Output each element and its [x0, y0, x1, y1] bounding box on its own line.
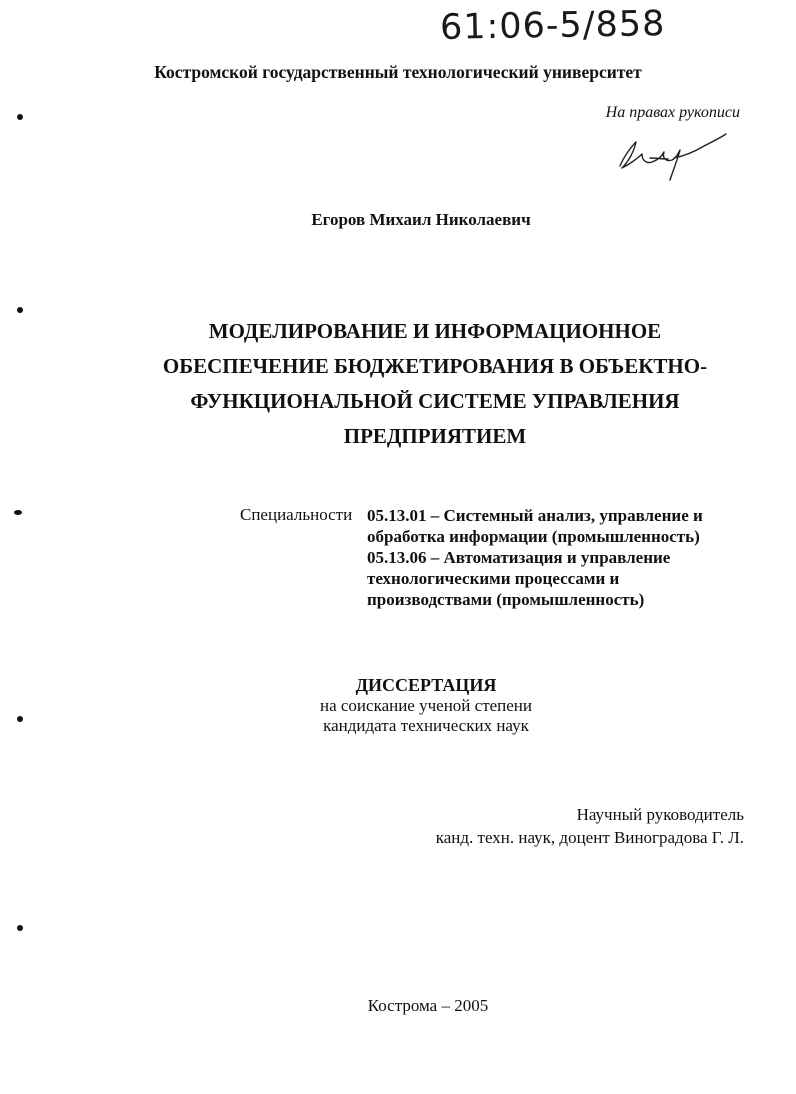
- title-line: ОБЕСПЕЧЕНИЕ БЮДЖЕТИРОВАНИЯ В ОБЪЕКТНО-: [162, 354, 708, 378]
- degree-line: кандидата технических наук: [323, 716, 529, 735]
- scan-mark: [14, 510, 22, 515]
- city-year: Кострома – 2005: [367, 996, 489, 1015]
- university-name: Костромской государственный технологический университет: [154, 62, 642, 82]
- supervisor-label: Научный руководитель: [576, 805, 744, 824]
- specialties-label: Специальности: [240, 505, 353, 524]
- title-line: МОДЕЛИРОВАНИЕ И ИНФОРМАЦИОННОЕ: [208, 319, 662, 343]
- rights-note: На правах рукописи: [605, 104, 740, 121]
- specialty-line: 05.13.06 – Автоматизация и управление: [367, 548, 671, 567]
- supervisor-name: канд. техн. наук, доцент Виноградова Г. Л.: [435, 828, 744, 847]
- title-line: ФУНКЦИОНАЛЬНОЙ СИСТЕМЕ УПРАВЛЕНИЯ: [190, 389, 680, 413]
- specialty-line: технологическими процессами и: [367, 569, 620, 588]
- author-signature: [612, 128, 732, 188]
- dissertation-type-block: [0, 674, 796, 736]
- title-line: ПРЕДПРИЯТИЕМ: [343, 424, 527, 448]
- archive-code-handwritten: 61:06-5/858: [439, 4, 666, 48]
- author-name: Егоров Михаил Николаевич: [311, 210, 531, 229]
- specialties-list: [367, 505, 703, 610]
- dissertation-heading: ДИССЕРТАЦИЯ: [355, 675, 497, 695]
- scan-mark: [17, 114, 23, 120]
- specialty-line: 05.13.01 – Системный анализ, управление и: [367, 506, 703, 525]
- specialty-line: обработка информации (промышленность): [367, 527, 700, 546]
- supervisor-block: [436, 803, 744, 849]
- degree-line: на соискание ученой степени: [319, 696, 533, 715]
- scan-mark: [17, 925, 23, 931]
- specialty-line: производствами (промышленность): [367, 590, 645, 609]
- dissertation-title: [0, 314, 796, 454]
- scan-mark: [17, 307, 23, 313]
